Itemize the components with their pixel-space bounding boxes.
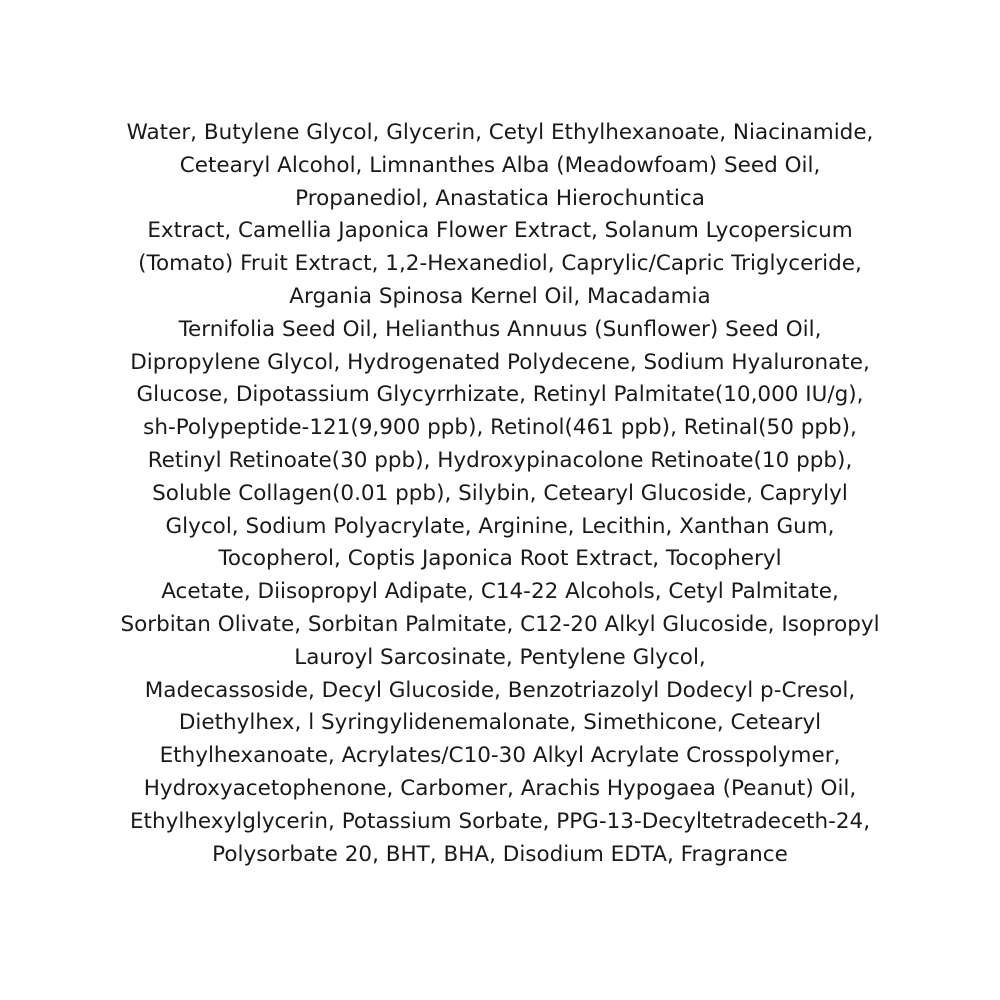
ingredients-line: Lauroyl Sarcosinate, Pentylene Glycol, [294,644,706,670]
ingredients-line: Propanediol, Anastatica Hierochuntica [295,185,705,211]
ingredients-line: Glycol, Sodium Polyacrylate, Arginine, Lecithin, Xanthan Gum, [165,513,835,539]
ingredients-line: (Tomato) Fruit Extract, 1,2-Hexanediol, Caprylic/Capric Triglyceride, [138,251,862,277]
ingredients-line: Retinyl Retinoate(30 ppb), Hydroxypinacolone Retinoate(10 ppb), [147,447,853,473]
ingredients-line: Dipropylene Glycol, Hydrogenated Polydecene, Sodium Hyaluronate, [130,349,870,375]
ingredients-list [50,117,950,871]
ingredients-line: Sorbitan Olivate, Sorbitan Palmitate, C12-20 Alkyl Glucoside, Isopropyl [120,611,880,637]
ingredients-line: Ethylhexylglycerin, Potassium Sorbate, PPG-13-Decyltetradeceth-24, [129,808,871,834]
ingredients-line: Glucose, Dipotassium Glycyrrhizate, Retinyl Palmitate(10,000 IU/g), [136,382,864,408]
ingredients-line: Madecassoside, Decyl Glucoside, Benzotriazolyl Dodecyl p-Cresol, [144,677,856,703]
ingredients-line: Tocopherol, Coptis Japonica Root Extract, Tocopheryl [218,546,782,572]
ingredients-line: Extract, Camellia Japonica Flower Extract, Solanum Lycopersicum [147,218,853,244]
ingredients-line: Ternifolia Seed Oil, Helianthus Annuus (Sunflower) Seed Oil, [178,316,822,342]
ingredients-line: Ethylhexanoate, Acrylates/C10-30 Alkyl Acrylate Crosspolymer, [159,743,841,769]
ingredients-line: Acetate, Diisopropyl Adipate, C14-22 Alcohols, Cetyl Palmitate, [161,579,839,605]
ingredients-line: Soluble Collagen(0.01 ppb), Silybin, Cetearyl Glucoside, Caprylyl [152,480,848,506]
ingredients-line: Water, Butylene Glycol, Glycerin, Cetyl Ethylhexanoate, Niacinamide, [126,120,874,145]
ingredients-line: Hydroxyacetophenone, Carbomer, Arachis Hypogaea (Peanut) Oil, [143,775,857,801]
ingredients-line: sh-Polypeptide-121(9,900 ppb), Retinol(461 ppb), Retinal(50 ppb), [143,415,857,441]
ingredients-line: Diethylhex, l Syringylidenemalonate, Simethicone, Cetearyl [178,710,822,736]
ingredients-line: Argania Spinosa Kernel Oil, Macadamia [289,283,711,309]
ingredients-line: Polysorbate 20, BHT, BHA, Disodium EDTA, Fragrance [212,841,788,867]
ingredients-line: Cetearyl Alcohol, Limnanthes Alba (Meadowfoam) Seed Oil, [179,152,821,178]
